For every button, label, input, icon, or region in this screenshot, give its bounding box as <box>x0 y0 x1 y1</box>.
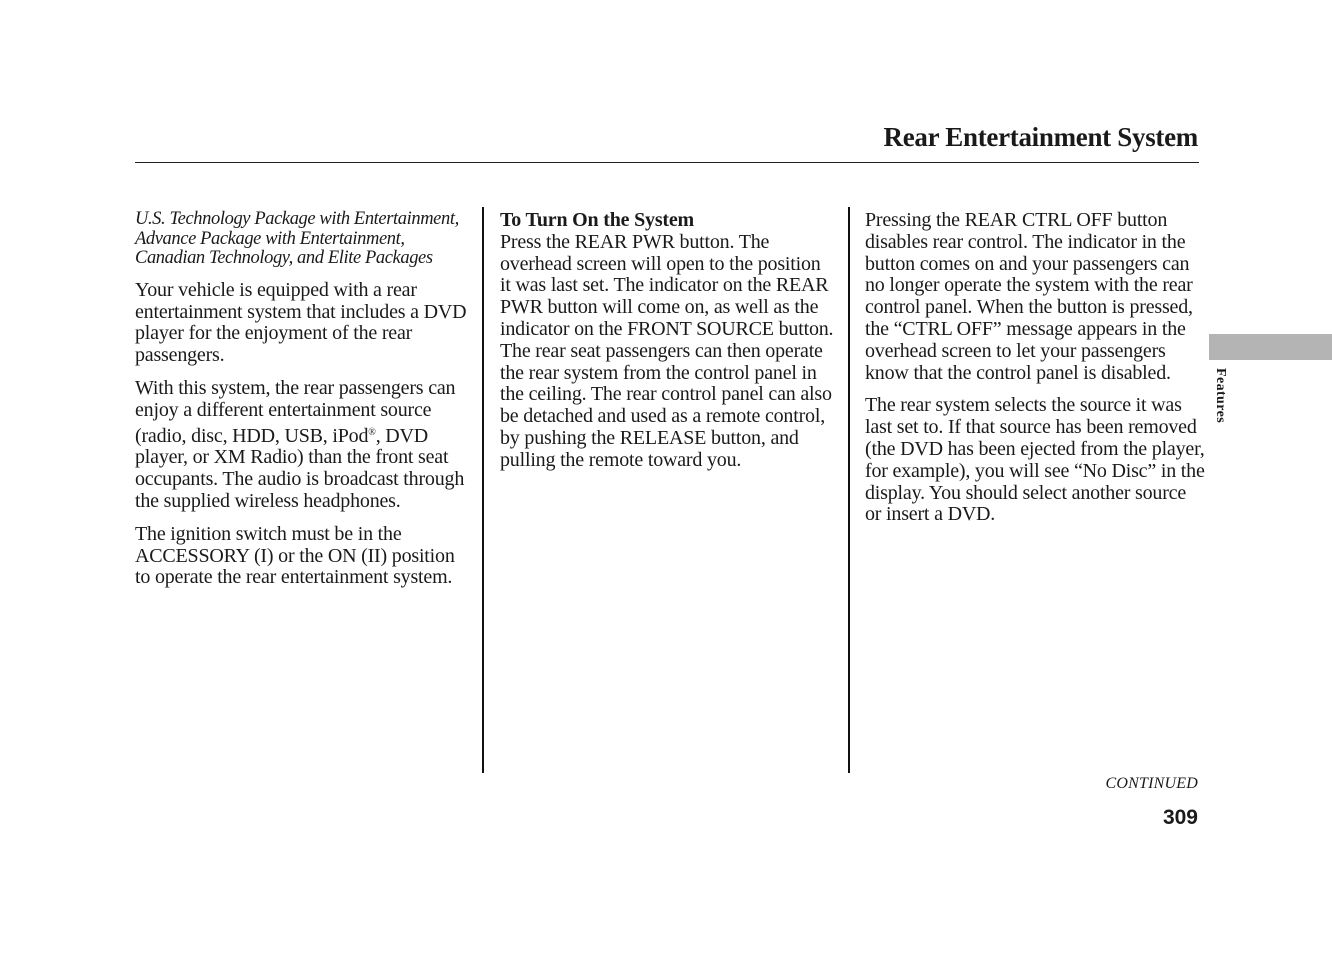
continued-note: CONTINUED <box>1105 775 1198 792</box>
section-tab-label: Features <box>1213 368 1228 424</box>
intro-paragraph: Your vehicle is equipped with a rear entertainment system that includes a DVD player for the enjoyment of the rear passengers. <box>135 278 467 367</box>
registered-mark: ® <box>368 426 376 438</box>
sources-text-start: With this system, the rear passengers can enjoy a different entertainment source (radio, disc, HDD, USB, iPod <box>135 376 456 447</box>
sources-text-end: , DVD player, or XM Radio) than the front seat occupants. The audio is broadcast through the supplied wireless headphones. <box>135 424 465 512</box>
column-divider-left <box>482 207 484 773</box>
page-title: Rear Entertainment System <box>883 122 1198 152</box>
ignition-paragraph: The ignition switch must be in the ACCESSORY (I) or the ON (II) position to operate the rear entertainment system. <box>135 522 455 589</box>
column-left <box>135 210 470 600</box>
column-divider-right <box>848 207 850 773</box>
sources-paragraph <box>135 378 470 513</box>
title-rule <box>135 162 1199 163</box>
section-heading: To Turn On the System <box>500 209 695 231</box>
source-selection-paragraph: The rear system selects the source it was last set to. If that source has been removed (the DVD has been ejected from the player, for example), you will see “No Disc” in the display. You should select another source or insert a DVD. <box>865 394 1205 526</box>
page-number: 309 <box>1162 806 1198 829</box>
ctrl-off-paragraph: Pressing the REAR CTRL OFF button disables rear control. The indicator in the button comes on and your passengers can no longer operate the system with the rear control panel. When the button is pressed, the “CTRL OFF” message appears in the overhead screen to let your passengers know that the control panel is disabled. <box>865 209 1193 384</box>
model-applicability-note: U.S. Technology Package with Entertainment, Advance Package with Entertainment, Canadian Technology, and Elite Packages <box>135 209 459 269</box>
column-middle <box>500 210 835 483</box>
turn-on-paragraph: Press the REAR PWR button. The overhead screen will open to the position it was last set. The indicator on the REAR PWR button will come on, as well as the indicator on the FRONT SOURCE button. The rear seat passengers can then operate the rear system from the control panel in the ceiling. The rear control panel can also be detached and used as a remote control, by pushing the RELEASE button, and pulling the remote toward you. <box>500 230 834 471</box>
column-right <box>865 210 1205 537</box>
section-tab-marker <box>1209 334 1332 360</box>
